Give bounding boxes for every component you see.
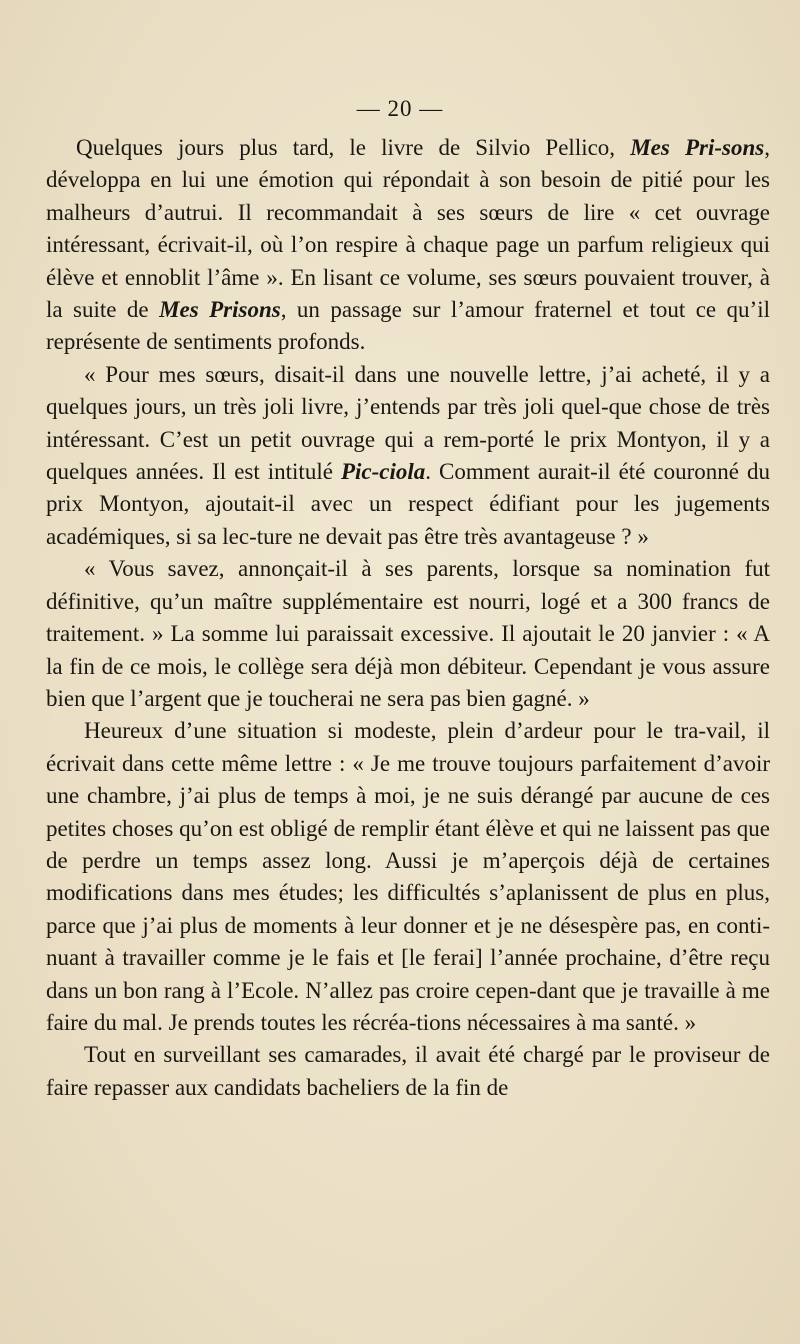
paragraph	[46, 1039, 770, 1104]
text-run: « Pour mes sœurs, disait-il dans une nouvelle lettre, j’ai acheté, il y a quelques jours, un très joli livre, j’entends par très joli quel-que chose de très intéressant. C’est un petit ouvrage qui a rem-porté le prix Montyon, il y a quelques années. Il est intitulé	[46, 361, 770, 485]
paragraph	[46, 132, 770, 359]
text-run: , un passage sur l’amour fraternel et tout ce qu’il représente de sentiments profonds.	[46, 297, 771, 355]
page-number: — 20 —	[356, 96, 444, 121]
paragraph	[46, 359, 770, 553]
paragraph	[46, 715, 770, 1039]
text-run: « Vous savez, annonçait-il à ses parents, lorsque sa nomination fut définitive, qu’un maître supplémentaire est nourri, logé et a 300 francs de traitement. » La somme lui paraissait excessive. Il ajoutait le 20 janvier : « A la fin de ce mois, le collège sera déjà mon débiteur. Cependant je vous assure bien que l’argent que je toucherai ne sera pas bien gagné. »	[46, 556, 770, 711]
text-run: Tout en surveillant ses camarades, il avait été chargé par le proviseur de faire repasser aux candidats bacheliers de la fin de	[46, 1042, 770, 1100]
italic-title: Mes Pri-sons	[630, 135, 765, 160]
italic-title: Mes Prisons	[159, 297, 281, 323]
italic-title: Pic-ciola	[340, 459, 426, 485]
text-run: Heureux d’une situation si modeste, plein d’ardeur pour le tra-vail, il écrivait dans cette même lettre : « Je me trouve toujours parfaitement d’avoir une chambre, j’ai plus de temps à moi, je ne suis dérangé par aucune de ces petites choses qu’on est obligé de remplir étant élève et qui ne laissent pas que de perdre un temps assez long. Aussi je m’aperçois déjà de certaines modifications dans mes études; les difficultés s’aplanissent de plus en plus, parce que j’ai plus de moments à leur donner et je ne désespère pas, en conti-nuant à travailler comme je le fais et [le ferai] l’année prochaine, d’être reçu dans un bon rang à l’Ecole. N’allez pas croire cepen-dant que je travaille à me faire du mal. Je prends toutes les récréa-tions nécessaires à ma santé. »	[46, 718, 770, 1035]
text-run: Quelques jours plus tard, le livre de Silvio Pellico,	[76, 135, 631, 160]
body-text	[46, 132, 770, 1104]
text-run: . Comment aurait-il été couronné du prix Montyon, ajoutait-il avec un respect édifiant pour les jugements académiques, si sa lec-ture ne devait pas être très avantageuse ? »	[46, 459, 771, 549]
paragraph	[46, 553, 770, 715]
text-run: , développa en lui une émotion qui répondait à son besoin de pitié pour les malheurs d’autrui. Il recommandait à ses sœurs de lire « cet ouvrage intéressant, écrivait-il, où l’on respire à chaque page un parfum religieux qui élève et ennoblit l’âme ». En lisant ce volume, ses sœurs pouvaient trouver, à la suite de	[46, 135, 770, 323]
